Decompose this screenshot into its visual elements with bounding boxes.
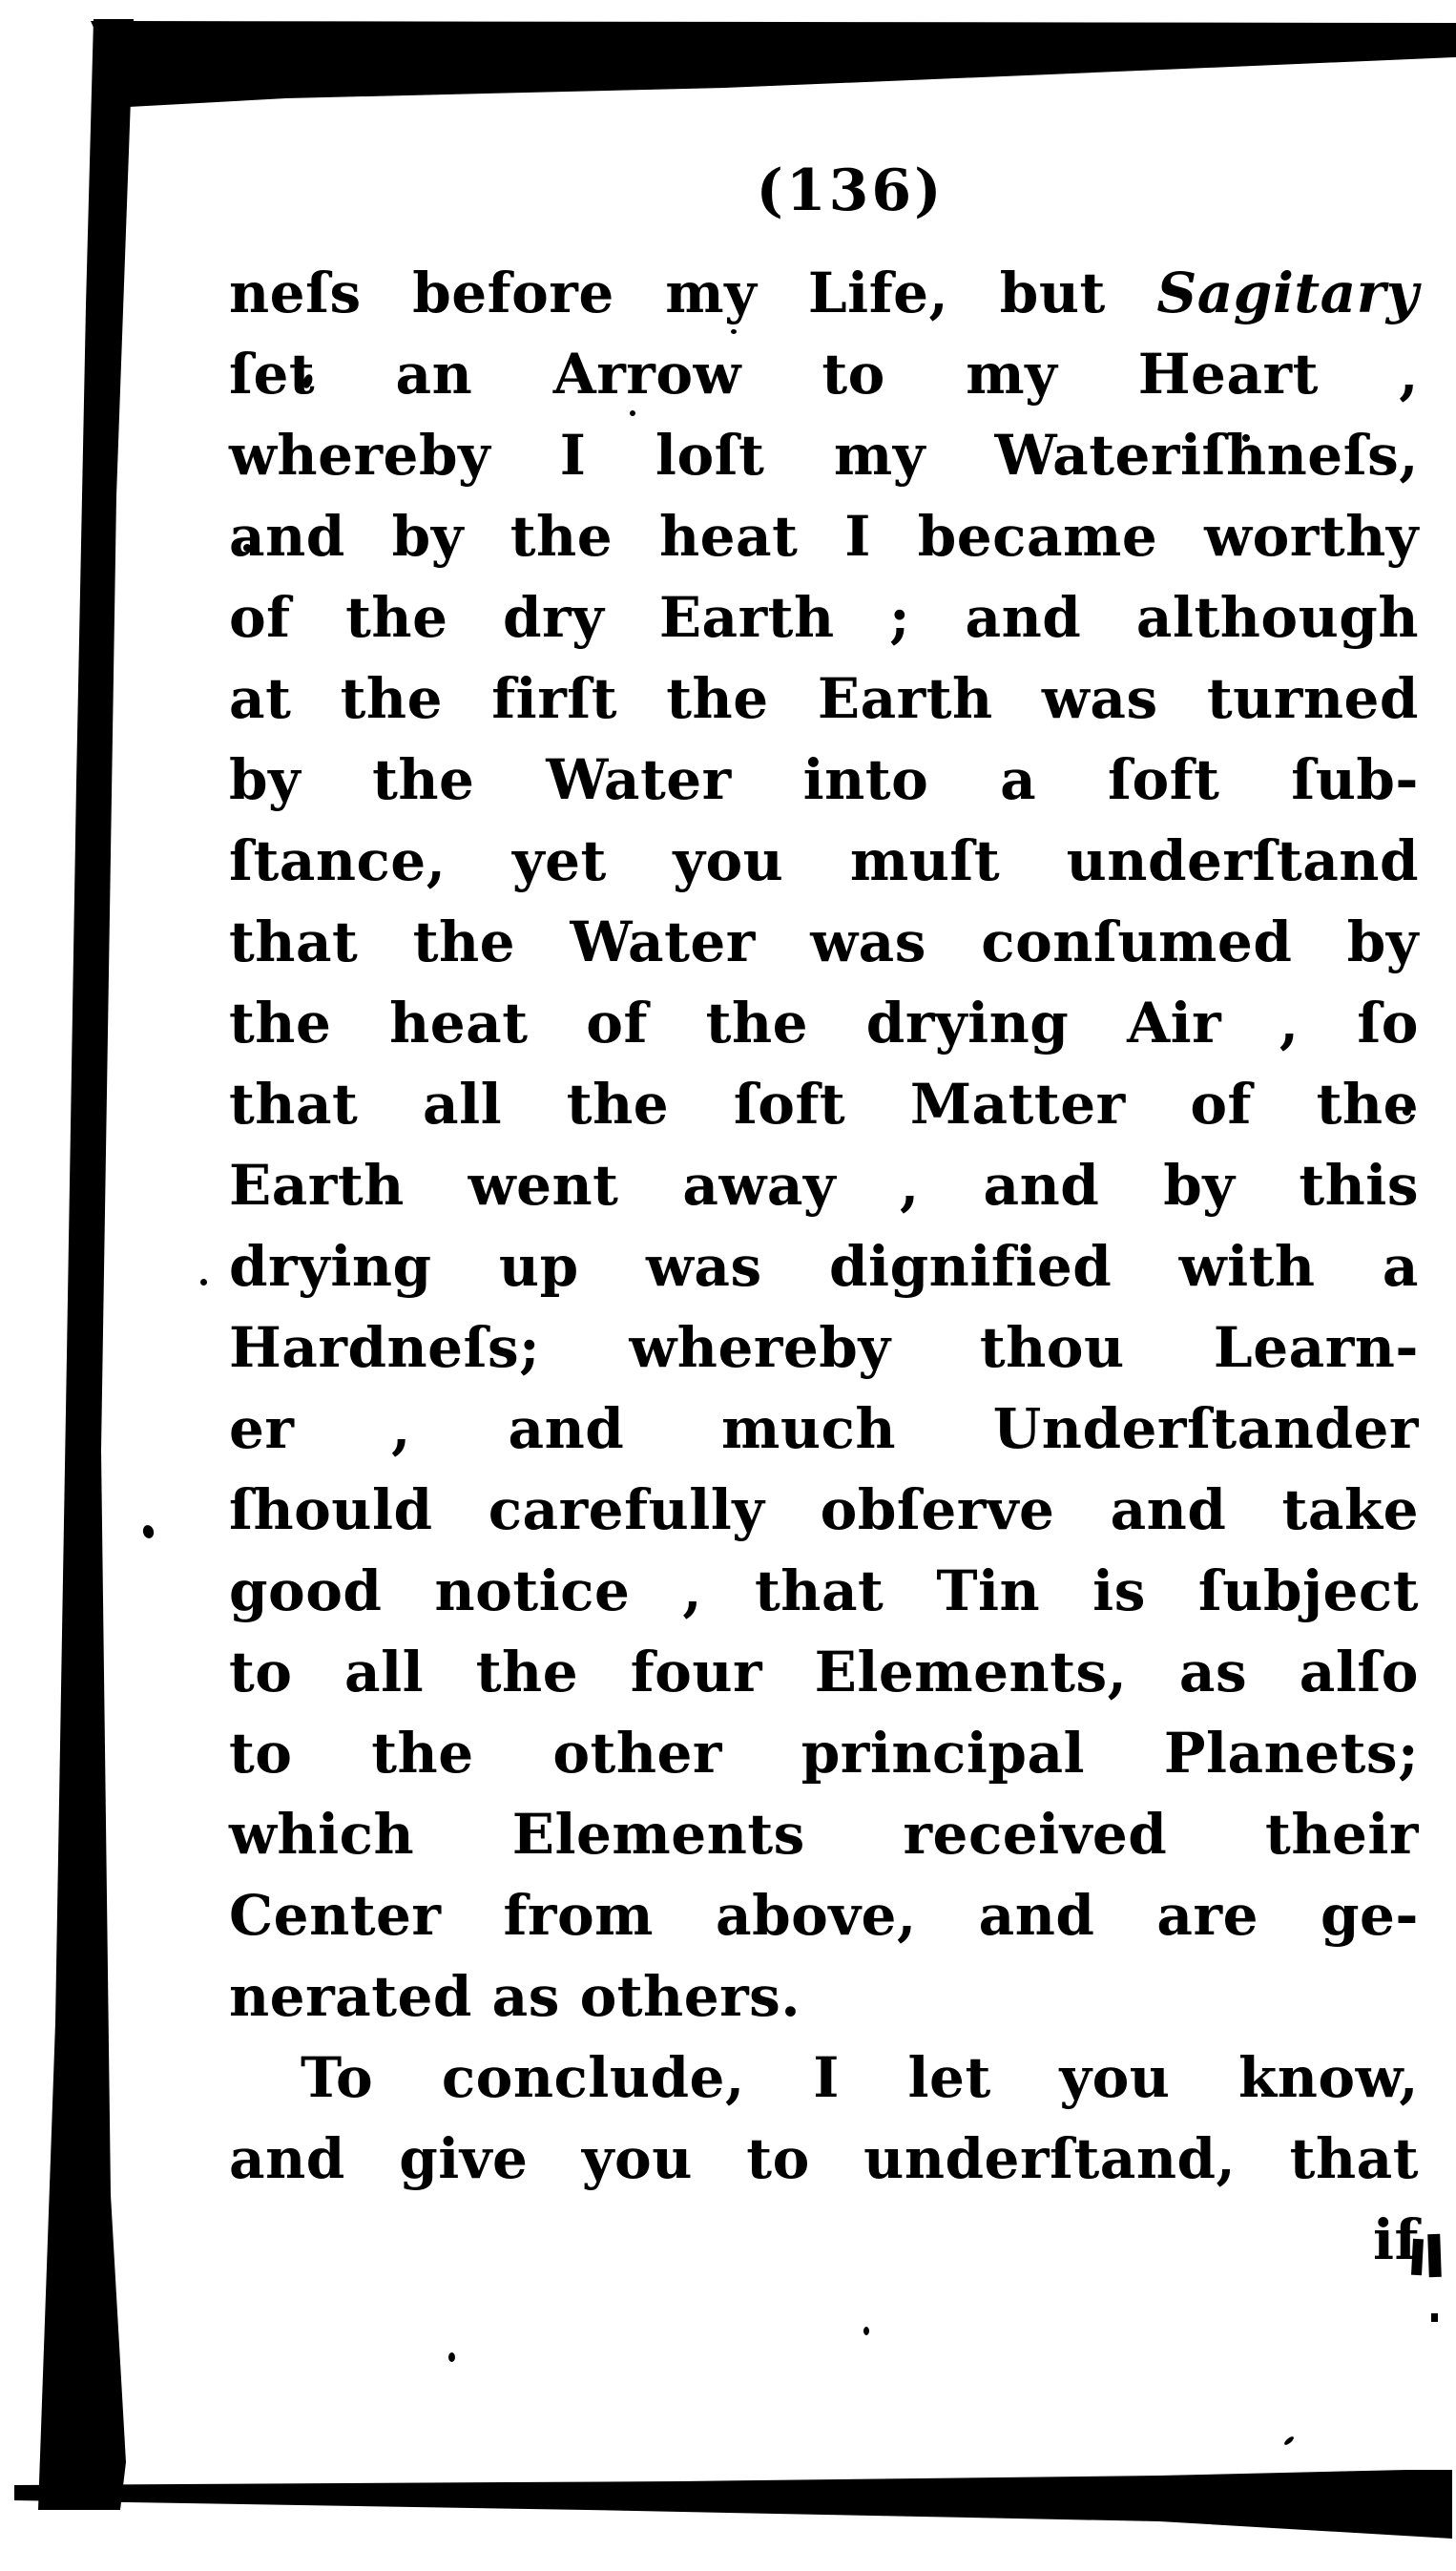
text-line-segment: drying up was dignified with a [229,1234,1419,1299]
text-line [229,415,1419,496]
text-line [229,496,1419,577]
scan-artifact-top-band [0,0,1456,115]
text-line [229,1470,1419,1551]
ink-speck [141,1524,155,1539]
ink-speck [200,1279,207,1286]
text-line-segment: ſtance, yet you muſt underſtand [229,828,1419,893]
text-line-segment: Sagitary [1156,261,1419,325]
text-line-segment: good notice , that Tin is ſubject [229,1558,1419,1623]
text-line-segment: that all the ſoft Matter of the [229,1072,1419,1137]
text-line [229,1307,1419,1389]
text-line [229,740,1419,821]
text-line-segment: by the Water into a ſoft ſub- [229,747,1419,812]
scan-artifact-left-band [0,19,162,2510]
text-line-segment: Center from above, and are ge- [229,1883,1419,1948]
text-line [229,1632,1419,1713]
scan-artifact-corner-mark [1427,2234,1442,2277]
text-line-segment: neſs before my Life, but [229,261,1157,325]
scan-artifact-corner-mark [1431,2313,1438,2322]
text-line-segment: and by the heat I became worthy [229,504,1419,569]
text-block [229,253,1419,2281]
text-line [229,577,1419,658]
text-line [229,1145,1419,1226]
text-line-segment: to all the four Elements, as alſo [229,1640,1419,1704]
text-line [229,1226,1419,1307]
text-line [229,2119,1419,2200]
text-line-segment: ſhould carefully obſerve and take [229,1477,1419,1542]
text-line-segment: nerated as others. [229,1964,801,2029]
text-line-segment: To conclude, I let you know, [301,2045,1419,2110]
ink-speck [1283,2435,1295,2447]
text-line-segment: Earth went away , and by this [229,1153,1419,1218]
text-line-segment: ſet an Arrow to my Heart , [229,342,1419,407]
page-number: (136) [756,157,945,224]
text-line-segment: at the firſt the Earth was turned [229,666,1419,731]
text-line-segment: to the other principal Planets; [229,1721,1419,1786]
ink-speck [448,2352,455,2362]
text-line [229,1389,1419,1470]
text-line-segment: that the Water was conſumed by [229,909,1419,974]
text-line [229,658,1419,740]
text-line [229,1064,1419,1145]
text-line [229,1551,1419,1632]
text-line [229,902,1419,983]
text-line-segment: of the dry Earth ; and although [229,585,1419,650]
text-line [229,334,1419,415]
text-line-segment: Hardneſs; whereby thou Learn- [229,1315,1419,1380]
scan-artifact-bottom-band [14,2470,1452,2546]
ink-speck [863,2327,869,2335]
text-line [229,983,1419,1064]
text-line [229,1875,1419,1956]
text-line [229,2038,1419,2119]
text-line-segment: whereby I loſt my Wateriſhneſs, [229,423,1419,488]
text-line [229,1794,1419,1875]
text-line-segment: er , and much Underſtander [229,1396,1419,1461]
text-line-segment: if [1373,2207,1419,2272]
text-line-segment: which Elements received their [229,1802,1419,1867]
text-line-segment: the heat of the drying Air , ſo [229,991,1419,1056]
text-line [229,253,1419,334]
text-line [229,821,1419,902]
text-line-segment: and give you to underſtand, that [229,2126,1419,2191]
text-line [229,1713,1419,1794]
